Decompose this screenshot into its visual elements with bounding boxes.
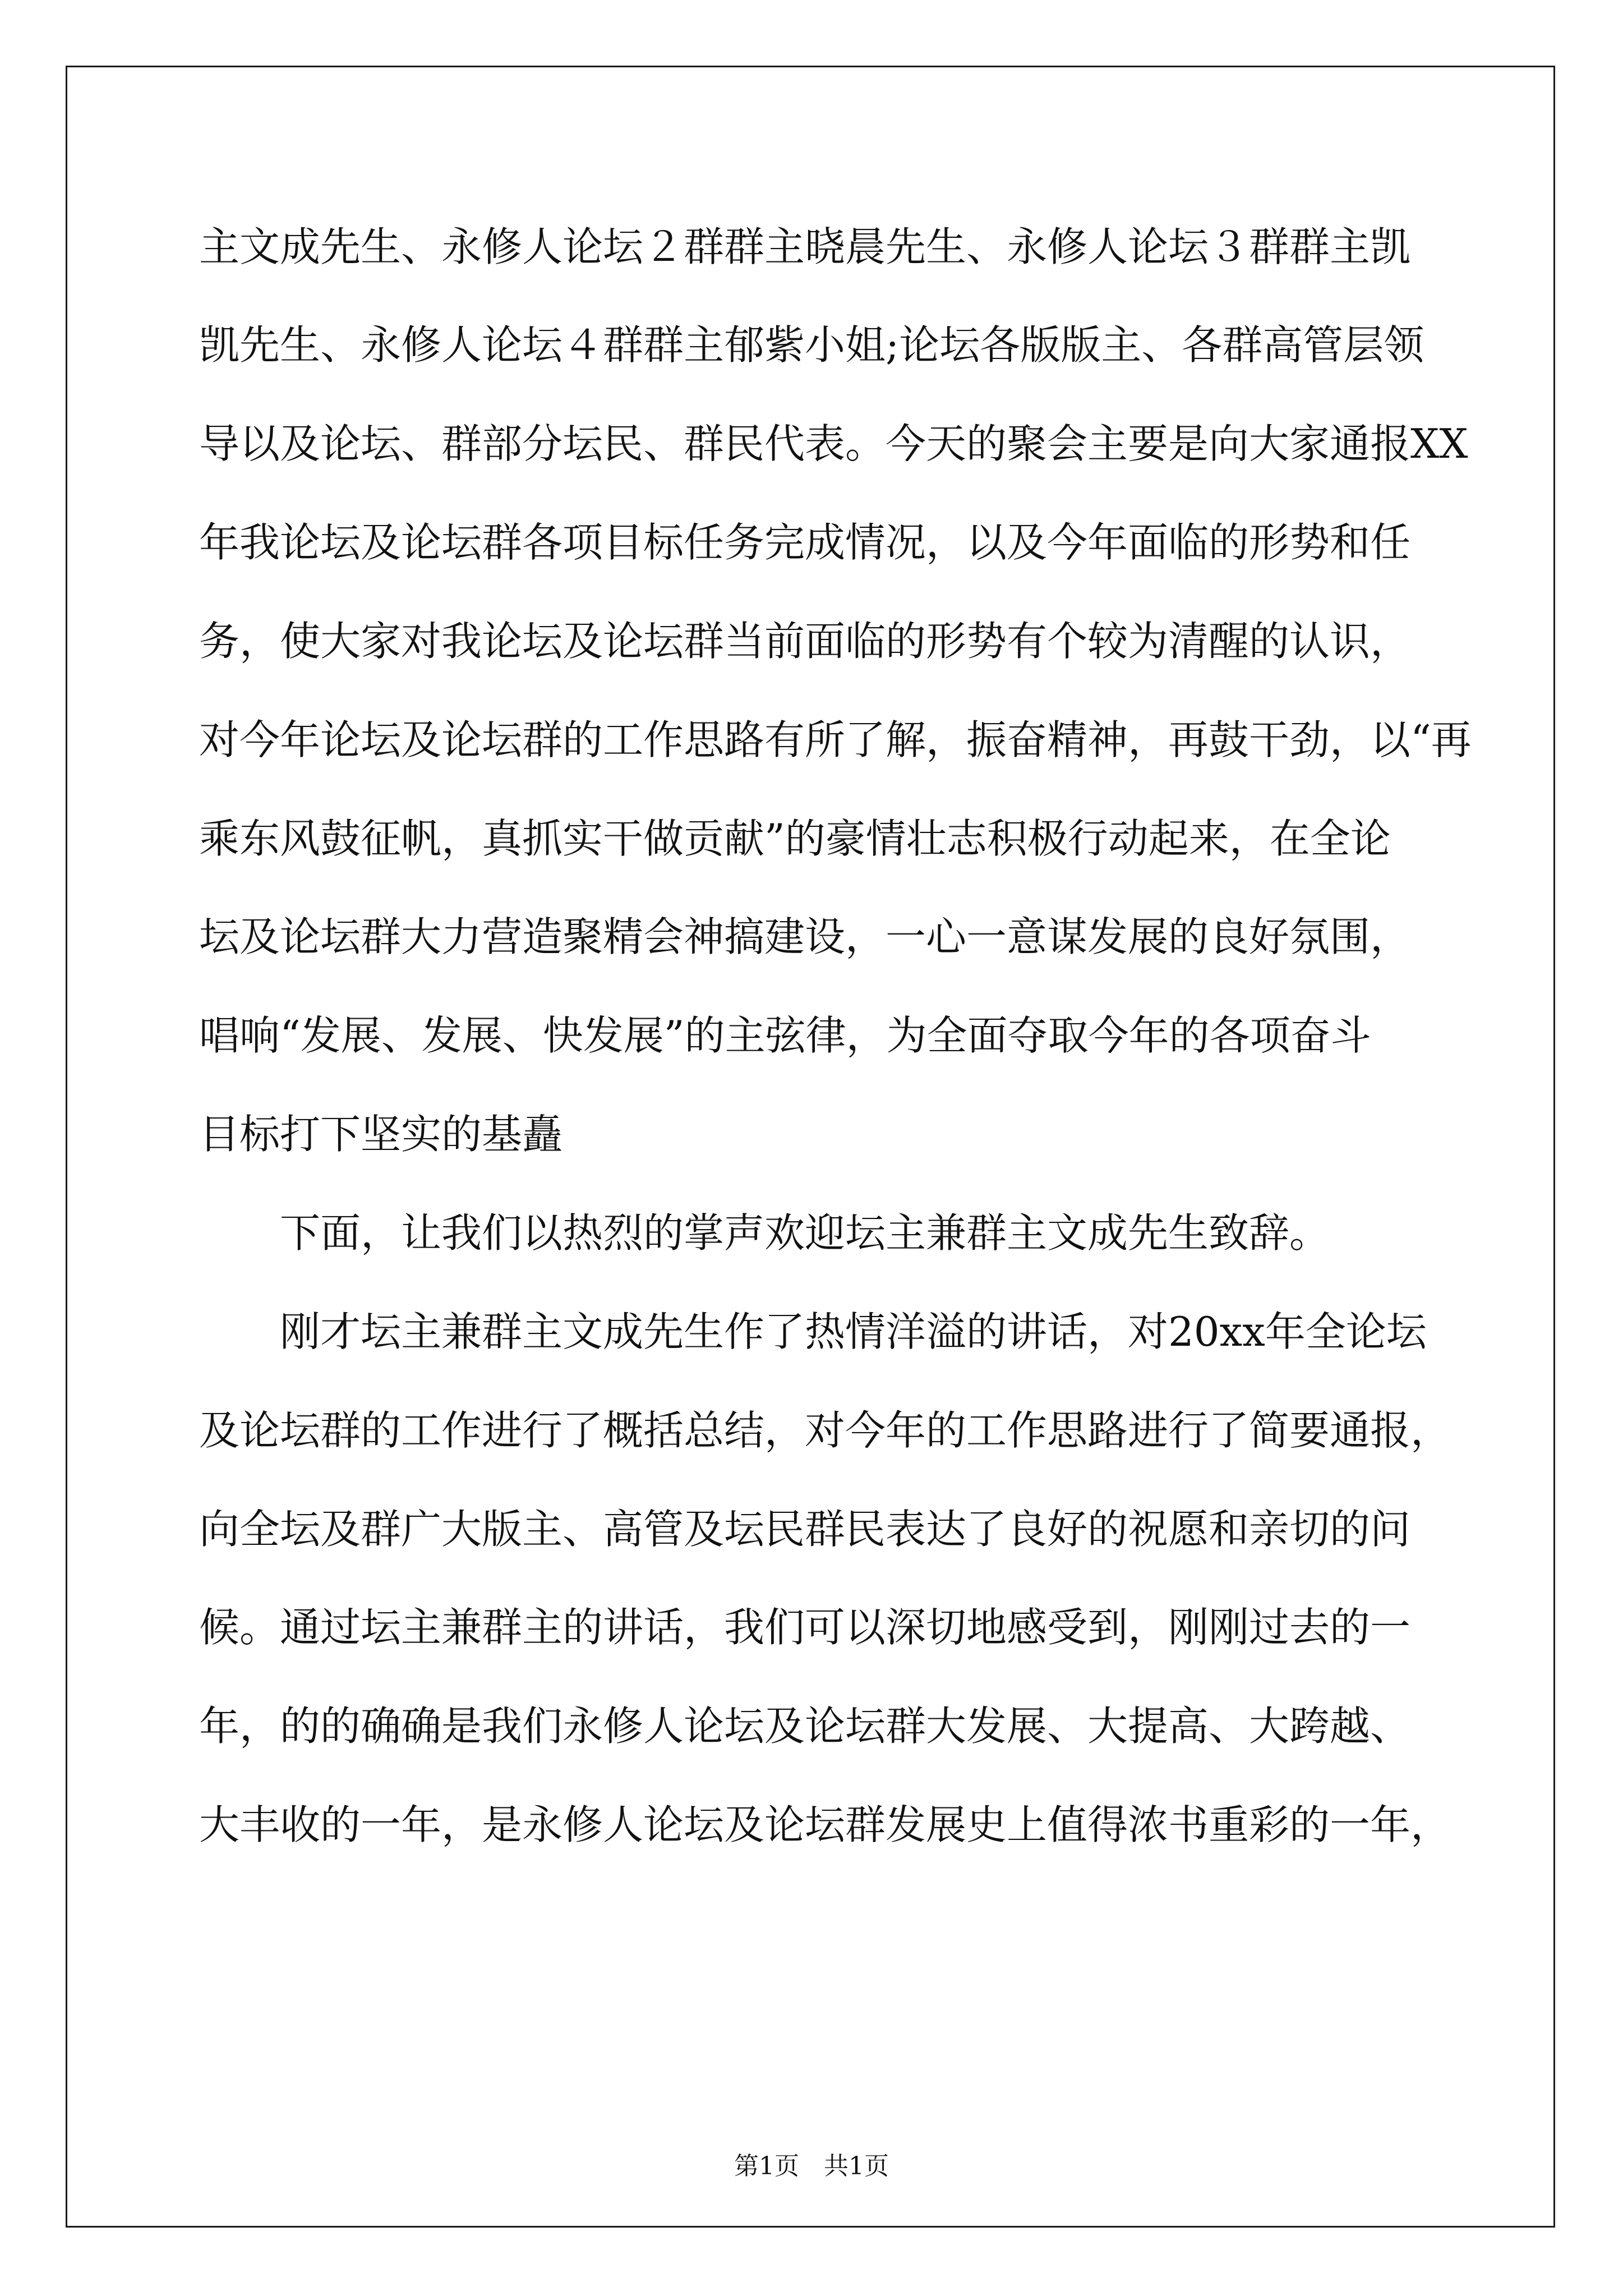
- text-line: 年，的的确确是我们永修人论坛及论坛群大发展、大提高、大跨越、: [199, 1703, 1411, 1750]
- text-line: 向全坛及群广大版主、高管及坛民群民表达了良好的祝愿和亲切的问: [199, 1506, 1411, 1553]
- paragraph-first-line: 下面，让我们以热烈的掌声欢迎坛主兼群主文成先生致辞。: [199, 1209, 1330, 1257]
- paragraph-first-line: 刚才坛主兼群主文成先生作了热情洋溢的讲话，对20xx年全论坛: [199, 1308, 1427, 1355]
- text-line: 主文成先生、永修人论坛２群群主晓晨先生、永修人论坛３群群主凯: [199, 223, 1411, 270]
- page-footer: 第1页 共1页: [734, 2152, 889, 2180]
- text-line: 及论坛群的工作进行了概括总结，对今年的工作思路进行了简要通报，: [199, 1407, 1451, 1454]
- text-line: 对今年论坛及论坛群的工作思路有所了解，振奋精神，再鼓干劲，以“再: [199, 716, 1472, 763]
- text-line: 坛及论坛群大力营造聚精会神搞建设，一心一意谋发展的良好氛围，: [199, 913, 1411, 960]
- text-line: 乘东风鼓征帆，真抓实干做贡献”的豪情壮志积极行动起来，在全论: [199, 815, 1391, 862]
- text-line: 唱响“发展、发展、快发展”的主弦律，为全面夺取今年的各项奋斗: [199, 1012, 1371, 1059]
- text-line: 目标打下坚实的基矗: [199, 1111, 563, 1158]
- text-line: 导以及论坛、群部分坛民、群民代表。今天的聚会主要是向大家通报XX: [199, 420, 1468, 467]
- text-line: 大丰收的一年，是永修人论坛及论坛群发展史上值得浓书重彩的一年，: [199, 1801, 1451, 1848]
- text-line: 凯先生、永修人论坛４群群主郁紫小姐;论坛各版版主、各群高管层领: [199, 321, 1424, 369]
- text-line: 务，使大家对我论坛及论坛群当前面临的形势有个较为清醒的认识，: [199, 618, 1411, 665]
- text-line: 候。通过坛主兼群主的讲话，我们可以深切地感受到，刚刚过去的一: [199, 1604, 1411, 1651]
- text-line: 年我论坛及论坛群各项目标任务完成情况，以及今年面临的形势和任: [199, 519, 1411, 566]
